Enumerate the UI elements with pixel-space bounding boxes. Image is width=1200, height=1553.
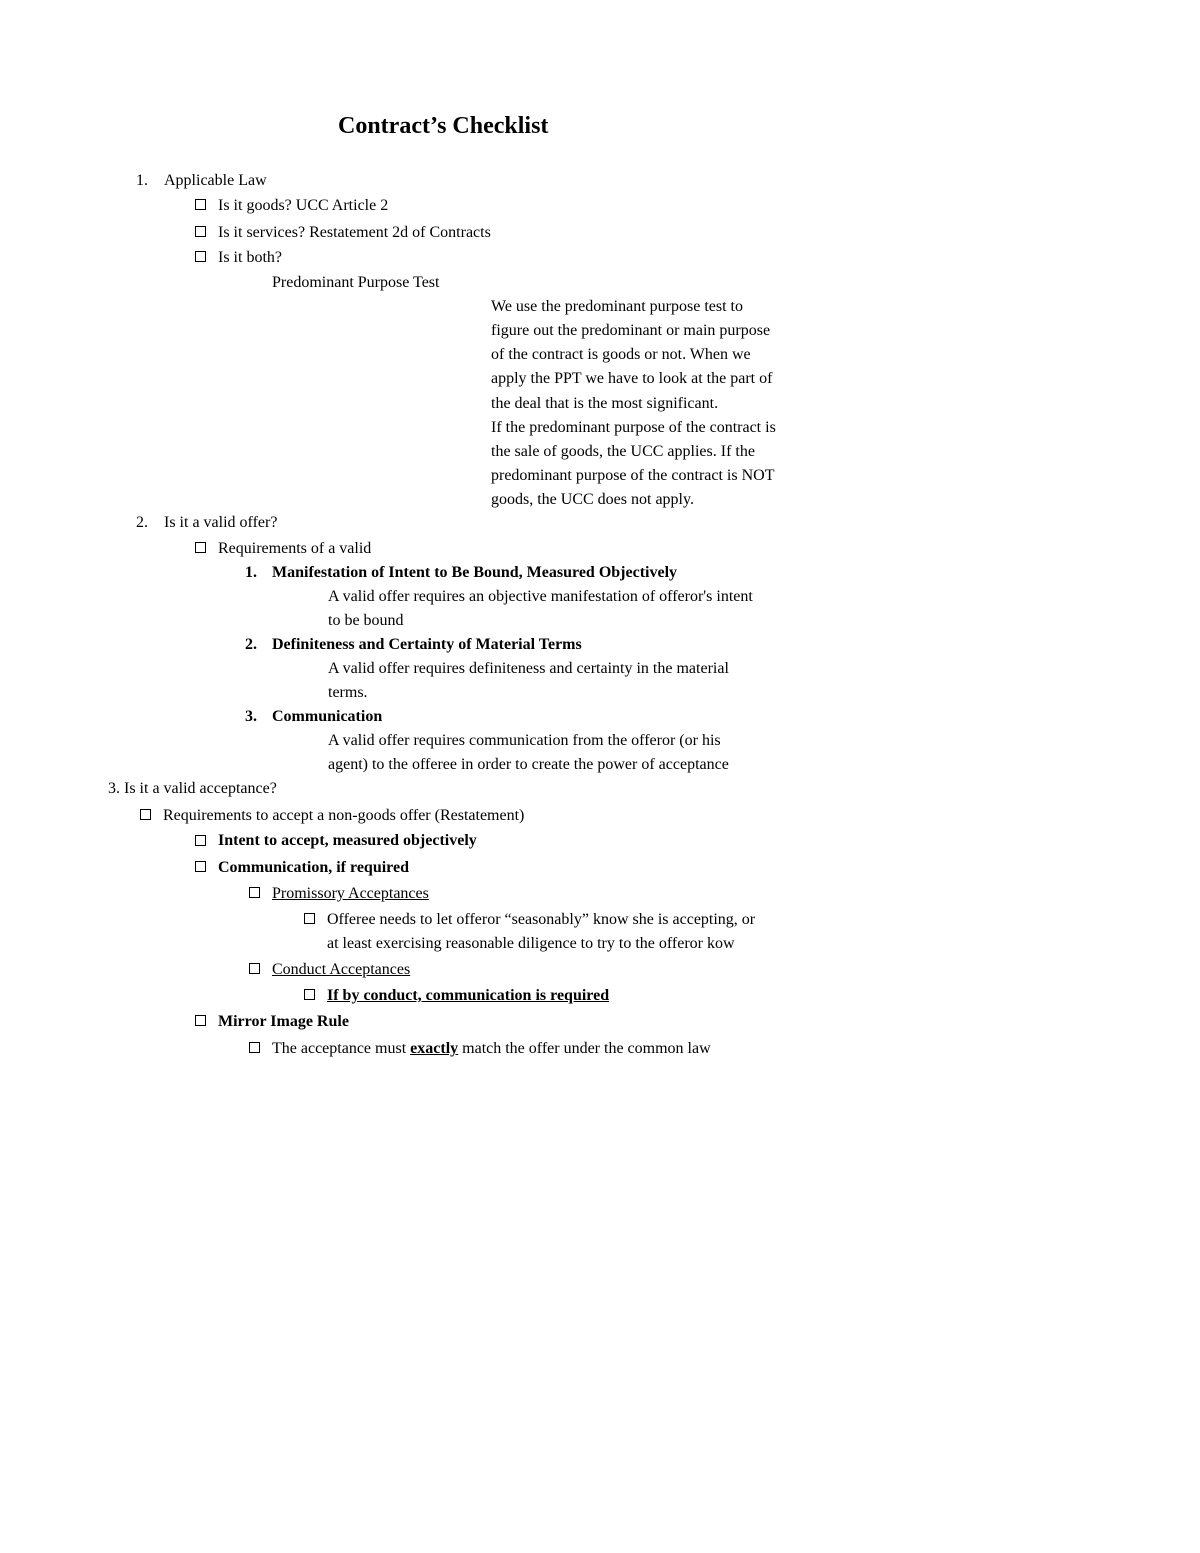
checkbox-icon	[195, 835, 206, 846]
sub-heading: Communication	[272, 708, 383, 725]
list-item: Is it both?	[218, 249, 282, 266]
checkbox-icon	[249, 963, 260, 974]
list-item: Offeree needs to let offeror “seasonably” know she is accepting, or	[327, 911, 756, 928]
sub-heading: Manifestation of Intent to Be Bound, Measured Objectively	[272, 564, 678, 581]
list-item: Communication, if required	[218, 859, 409, 876]
ppt-text-line: of the contract is goods or not. When we	[491, 346, 751, 363]
list-item: Mirror Image Rule	[218, 1013, 349, 1030]
section-number: 1.	[136, 172, 148, 189]
ppt-label: Predominant Purpose Test	[272, 274, 440, 291]
list-item: Promissory Acceptances	[272, 885, 429, 902]
checkbox-icon	[195, 861, 206, 872]
list-item: Is it services? Restatement 2d of Contracts	[218, 224, 491, 241]
sub-text-line: terms.	[328, 684, 368, 701]
sub-number: 1.	[245, 564, 257, 581]
list-item: Conduct Acceptances	[272, 961, 411, 978]
sub-number: 2.	[245, 636, 257, 653]
checkbox-icon	[304, 913, 315, 924]
list-item: Is it goods? UCC Article 2	[218, 197, 389, 214]
ppt-text-line: If the predominant purpose of the contract is	[491, 419, 776, 436]
sub-text-line: agent) to the offeree in order to create the power of acceptance	[328, 756, 729, 773]
checkbox-icon	[249, 887, 260, 898]
sub-text-line: A valid offer requires communication from the offeror (or his	[328, 732, 721, 749]
ppt-text-line: the sale of goods, the UCC applies. If the	[491, 443, 755, 460]
checkbox-icon	[195, 226, 206, 237]
section-heading: 3. Is it a valid acceptance?	[108, 780, 277, 797]
ppt-text-line: goods, the UCC does not apply.	[491, 491, 694, 508]
ppt-text-line: the deal that is the most significant.	[491, 395, 719, 412]
list-item	[272, 1039, 711, 1059]
list-item: If by conduct, communication is required	[327, 987, 610, 1004]
ppt-text-line: predominant purpose of the contract is NOT	[491, 467, 775, 484]
ppt-text-line: apply the PPT we have to look at the part of	[491, 370, 773, 387]
mirror-text-pre: The acceptance must	[272, 1040, 411, 1057]
checkbox-icon	[195, 199, 206, 210]
list-item-continued: at least exercising reasonable diligence to try to the offeror kow	[327, 935, 735, 952]
sub-text-line: to be bound	[328, 612, 404, 629]
checkbox-icon	[304, 989, 315, 1000]
sub-text-line: A valid offer requires an objective manifestation of offeror's intent	[328, 588, 753, 605]
section-heading: Is it a valid offer?	[164, 514, 278, 531]
checkbox-icon	[195, 251, 206, 262]
checkbox-icon	[249, 1042, 260, 1053]
page-title: Contract’s Checklist	[338, 113, 549, 139]
mirror-text-emphasis: exactly	[410, 1040, 459, 1057]
checkbox-icon	[140, 809, 151, 820]
ppt-text-line: figure out the predominant or main purpose	[491, 322, 771, 339]
list-item: Requirements to accept a non-goods offer (Restatement)	[163, 807, 525, 824]
list-item: Requirements of a valid	[218, 540, 372, 557]
mirror-text-post: match the offer under the common law	[458, 1040, 711, 1057]
section-heading: Applicable Law	[164, 172, 267, 189]
checkbox-icon	[195, 1015, 206, 1026]
section-number: 2.	[136, 514, 148, 531]
sub-text-line: A valid offer requires definiteness and certainty in the material	[328, 660, 729, 677]
sub-heading: Definiteness and Certainty of Material Terms	[272, 636, 582, 653]
ppt-text-line: We use the predominant purpose test to	[491, 298, 743, 315]
sub-number: 3.	[245, 708, 257, 725]
checkbox-icon	[195, 542, 206, 553]
list-item: Intent to accept, measured objectively	[218, 832, 477, 849]
